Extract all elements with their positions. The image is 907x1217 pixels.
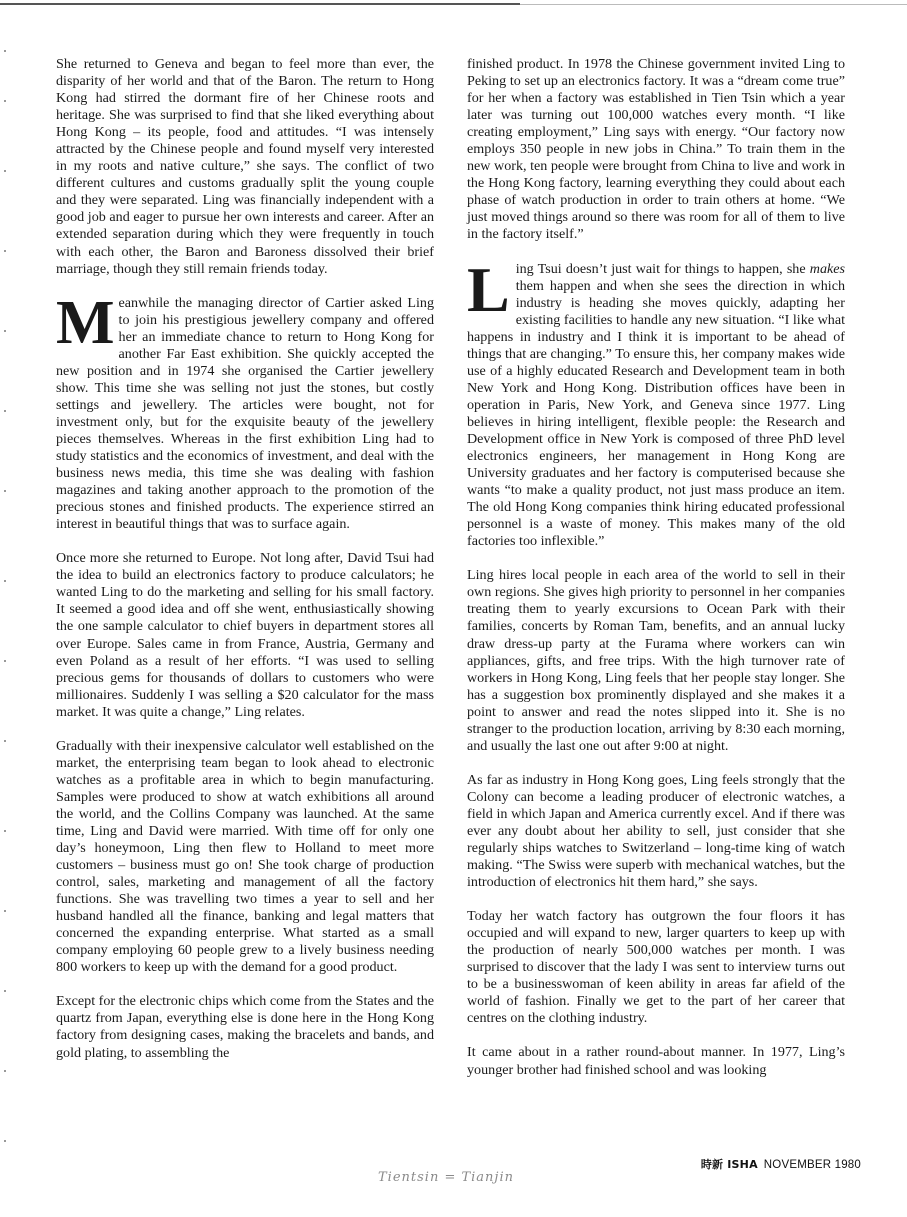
paragraph-dropcap xyxy=(56,288,434,534)
article-column-left xyxy=(56,56,434,1062)
article-column-right xyxy=(467,56,845,1079)
paragraph: Once more she returned to Europe. Not long after, David Tsui had the idea to build an electronics factory to produce calculators; he wanted Ling to do the marketing and selling for his small factory. It seemed a good idea and off she went, enthusiastically showing the one sample calculator to chief buyers in department stores all over Europe. Sales came in from France, Austria, Germany and even Poland as a result of her efforts. “I was used to selling precious gems for thousands of dollars to customers who were millionaires. Suddenly I was selling a $20 calculator for the mass market. It was quite a change,” Ling relates. xyxy=(56,550,434,720)
paragraph: She returned to Geneva and began to feel more than ever, the disparity of her world and that of the Baron. The return to Hong Kong had stirred the dormant fire of her Chinese roots and heritage. She was surprised to find that she liked everything about Hong Kong – its people, food and attitudes. “I was intensely attracted by the Chinese people and found myself very interested in my roots and native culture,” she says. The conflict of two different cultures and customs gradually split the young couple and they were separated. Ling was financially independent with a good job and eager to pursue her own interests and career. After an extended separation during which they were frequently in touch with each other, the Baron and Baroness dissolved their brief marriage, though they still remain friends today. xyxy=(56,56,434,277)
paragraph-text: eanwhile the managing director of Cartier asked Ling to join his prestigious jewellery company and offered her an immediate chance to return to Hong Kong for another Far East exhibition. She quickly accepted the new position and in 1974 she organised the Cartier jewellery show. This time she was selling not just the stones, but costly settings and jewellery. The articles were bought, not for investment only, but for the exquisite beauty of the jewellery pieces themselves. Whereas in the first exhibition Ling had to study statistics and the economics of investment, and deal with the business news media, this time she was dealing with fashion magazines and taking another approach to the promotion of the precious stones and finished products. The experience stirred an interest in beautiful things that was to surface again. xyxy=(56,294,434,533)
magazine-masthead: 時新 ISHA xyxy=(700,1158,758,1171)
paragraph: It came about in a rather round-about manner. In 1977, Ling’s younger brother had finished school and was looking xyxy=(467,1044,845,1078)
issue-date: NOVEMBER 1980 xyxy=(763,1159,861,1171)
paragraph: Except for the electronic chips which come from the States and the quartz from Japan, everything else is done here in the Hong Kong factory from designing cases, making the bracelets and bands, and gold plating, to assembling the xyxy=(56,993,434,1061)
paragraph: As far as industry in Hong Kong goes, Ling feels strongly that the Colony can become a leading producer of electronic watches, a field in which Japan and America currently excel. And if there was ever any doubt about her ability to sell, just consider that she regularly ships watches to Switzerland – long-time king of watch making. “The Swiss were superb with mechanical watches, but the introduction of electronics hit them hard,” she says. xyxy=(467,771,845,891)
page-footer xyxy=(701,1156,861,1172)
drop-cap: M xyxy=(56,288,115,357)
paragraph: Gradually with their inexpensive calculator well established on the market, the enterprising team began to look ahead to electronic watches as a profitable area in which to begin manufacturing. Samples were produced to show at watch exhibitions all around the world, and the Collins Company was launched. At the same time, Ling and David were married. With time off for only one day’s honeymoon, Ling then flew to Holland to meet more customers – business must go on! She took charge of production control, sales, marketing and management of all the factory functions. She was travelling two times a year to sell and her husband handled all the finance, banking and legal matters that concerned the expanding enterprise. What started as a small company employing 60 people grew to a lively business needing 800 workers to keep up with the demand for a good product. xyxy=(56,737,434,976)
drop-cap: L xyxy=(467,253,510,325)
top-rule-faint xyxy=(520,4,907,5)
emphasis: makes xyxy=(809,260,845,277)
scan-margin-specks xyxy=(0,40,14,1190)
paragraph: Ling hires local people in each area of the world to sell in their own regions. She gives high priority to personnel in her companies treating them to yearly excursions to Ocean Park with their families, concerts by Roman Tam, benefits, and an annual lucky draw dress-up party at the Furama where workers can win appliances, gifts, and free trips. With the high turnover rate of workers in Hong Kong, Ling feels that her people stay longer. She has a suggestion box prominently displayed and she makes it a point to answer and read the notes slipped into it. She is no stranger to the production location, arriving by 8:30 each morning, and usually the last one out after 9:00 at night. xyxy=(467,567,845,754)
paragraph: Today her watch factory has outgrown the four floors it has occupied and will expand to new, larger quarters to keep up with the production of nearly 500,000 watches per month. I was surprised to discover that the lady I was sent to interview turns out to be a businesswoman of keen ability in areas far afield of the world of fashion. Finally we get to the part of her career that centres on the clothing industry. xyxy=(467,908,845,1027)
paragraph-text: them happen and when she sees the direction in which industry is heading she moves quickly, adapting her existing facilities to handle any new situation. “I like what happens in industry and I think it is important to be ahead of things that are changing.” To ensure this, her company makes wide use of a highly educated Research and Development team in both New York and Hong Kong. Distribution offices have been in operation in Paris, New York, and Geneva since 1977. Ling believes in hiring intelligent, flexible people: the Research and Development office in New York is composed of three PhD level electronics engineers, her management in Hong Kong are University graduates and her factory is computerised because she wants “to make a quality product, not just mass produce an item. The old Hong Kong companies think hiring educated professional personnel is a waste of money. This makes many of the old factories too inflexible.” xyxy=(467,277,845,550)
paragraph-dropcap xyxy=(467,253,845,551)
paragraph-text: ing Tsui doesn’t just wait for things to happen, she xyxy=(515,260,810,277)
paragraph: finished product. In 1978 the Chinese government invited Ling to Peking to set up an electronics factory. It was a “dream come true” for her when a factory was established in Tien Tsin which a year later was turning out 100,000 watches every month. “I like creating employment,” Ling says with energy. “Our factory now employs 350 people in new jobs in China.” To train them in the new work, ten people were brought from China to live and work in the Hong Kong factory, learning everything they could about each phase of watch production in order to train others at home. “We just moved things around so there was room for all of them to live in the factory itself.” xyxy=(467,56,845,243)
top-rule xyxy=(0,3,520,5)
handwritten-note: Tientsin = Tianjin xyxy=(378,1170,514,1185)
